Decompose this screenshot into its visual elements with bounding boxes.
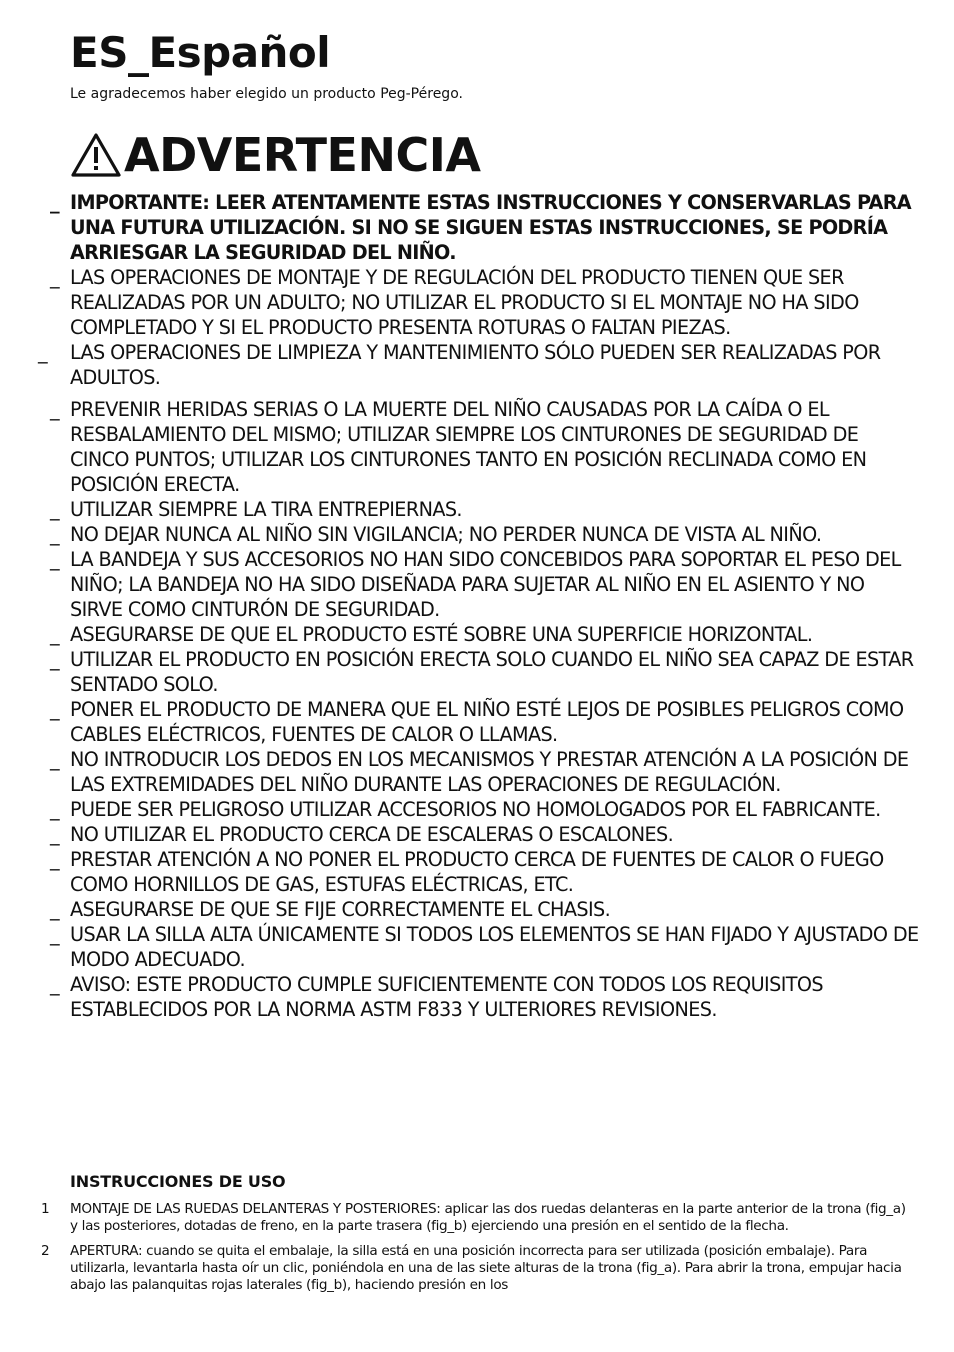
instruction-step bbox=[0, 1201, 954, 1235]
warning-item: _ LAS OPERACIONES DE LIMPIEZA Y MANTENIMIENTO SÓLO PUEDEN SER REALIZADAS POR ADULTOS. bbox=[38, 341, 881, 389]
instructions-heading: INSTRUCCIONES DE USO bbox=[70, 1172, 286, 1191]
bullet-dash: _ bbox=[50, 191, 59, 214]
warning-item: _ LA BANDEJA Y SUS ACCESORIOS NO HAN SIDO CONCEBIDOS PARA SOPORTAR EL PESO DEL NIÑO; LA BANDEJA NO HA SIDO DISEÑADA PARA SUJETAR AL NIÑO EN EL ASIENTO Y NO SIRVE COMO CINTURÓN DE SEGURIDAD. bbox=[50, 548, 901, 621]
warning-title: ADVERTENCIA bbox=[124, 128, 481, 182]
bullet-dash: _ bbox=[50, 923, 59, 946]
step-text: APERTURA: cuando se quita el embalaje, la silla está en una posición incorrecta para ser utilizada (posición embalaje). Para utilizarla, levantarla hasta oír un clic, poniéndola en una de las siete alturas de la trona (fig_a). Para abrir la trona, empujar hacia abajo las palanquitas rojas laterales (fig_b), haciendo presión en los bbox=[70, 1243, 902, 1293]
warning-item: _ UTILIZAR SIEMPRE LA TIRA ENTREPIERNAS. bbox=[50, 498, 462, 521]
bullet-dash: _ bbox=[50, 973, 59, 996]
warning-item: _ NO INTRODUCIR LOS DEDOS EN LOS MECANISMOS Y PRESTAR ATENCIÓN A LA POSICIÓN DE LAS EXTREMIDADES DEL NIÑO DURANTE LAS OPERACIONES DE REGULACIÓN. bbox=[50, 748, 909, 796]
bullet-dash: _ bbox=[50, 398, 59, 421]
warning-item: _ PUEDE SER PELIGROSO UTILIZAR ACCESORIOS NO HOMOLOGADOS POR EL FABRICANTE. bbox=[50, 798, 881, 821]
warning-item: _ NO DEJAR NUNCA AL NIÑO SIN VIGILANCIA; NO PERDER NUNCA DE VISTA AL NIÑO. bbox=[50, 523, 822, 546]
warning-item: _ USAR LA SILLA ALTA ÚNICAMENTE SI TODOS LOS ELEMENTOS SE HAN FIJADO Y AJUSTADO DE MODO ADECUADO. bbox=[50, 923, 919, 971]
bullet-dash: _ bbox=[50, 623, 59, 646]
step-number: 2 bbox=[41, 1243, 50, 1259]
bullet-dash: _ bbox=[50, 823, 59, 846]
instruction-step bbox=[0, 1243, 954, 1294]
warning-item: _ PONER EL PRODUCTO DE MANERA QUE EL NIÑO ESTÉ LEJOS DE POSIBLES PELIGROS COMO CABLES ELÉCTRICOS, FUENTES DE CALOR O LLAMAS. bbox=[50, 698, 904, 746]
instruction-steps bbox=[0, 1201, 954, 1302]
step-text: MONTAJE DE LAS RUEDAS DELANTERAS Y POSTERIORES: aplicar las dos ruedas delanteras en la parte anterior de la trona (fig_a) y las posteriores, dotadas de freno, en la parte trasera (fig_b) ejerciendo una presión en el sentido de la flecha. bbox=[70, 1201, 906, 1234]
bullet-dash: _ bbox=[50, 266, 59, 289]
warning-item: _ IMPORTANTE: LEER ATENTAMENTE ESTAS INSTRUCCIONES Y CONSERVARLAS PARA UNA FUTURA UTILIZACIÓN. SI NO SE SIGUEN ESTAS INSTRUCCIONES, SE PODRÍA ARRIESGAR LA SEGURIDAD DEL NIÑO. bbox=[50, 191, 911, 264]
warning-item: _ AVISO: ESTE PRODUCTO CUMPLE SUFICIENTEMENTE CON TODOS LOS REQUISITOS ESTABLECIDOS POR LA NORMA ASTM F833 Y ULTERIORES REVISIONES. bbox=[50, 973, 823, 1021]
warning-item: _ UTILIZAR EL PRODUCTO EN POSICIÓN ERECTA SOLO CUANDO EL NIÑO SEA CAPAZ DE ESTAR SENTADO SOLO. bbox=[50, 648, 914, 696]
warning-item: _ PRESTAR ATENCIÓN A NO PONER EL PRODUCTO CERCA DE FUENTES DE CALOR O FUEGO COMO HORNILLOS DE GAS, ESTUFAS ELÉCTRICAS, ETC. bbox=[50, 848, 884, 896]
warning-triangle-icon bbox=[70, 132, 122, 178]
bullet-dash: _ bbox=[50, 548, 59, 571]
warning-list bbox=[0, 190, 954, 1022]
bullet-dash: _ bbox=[38, 341, 47, 364]
warning-item: _ ASEGURARSE DE QUE SE FIJE CORRECTAMENTE EL CHASIS. bbox=[50, 898, 611, 921]
bullet-dash: _ bbox=[50, 898, 59, 921]
bullet-dash: _ bbox=[50, 848, 59, 871]
bullet-dash: _ bbox=[50, 798, 59, 821]
language-title: ES_Español bbox=[70, 28, 331, 77]
warning-heading bbox=[70, 128, 481, 182]
bullet-dash: _ bbox=[50, 748, 59, 771]
warning-item: _ LAS OPERACIONES DE MONTAJE Y DE REGULACIÓN DEL PRODUCTO TIENEN QUE SER REALIZADAS POR UN ADULTO; NO UTILIZAR EL PRODUCTO SI EL MONTAJE NO HA SIDO COMPLETADO Y SI EL PRODUCTO PRESENTA ROTURAS O FALTAN PIEZAS. bbox=[50, 266, 859, 339]
warning-item: _ NO UTILIZAR EL PRODUCTO CERCA DE ESCALERAS O ESCALONES. bbox=[50, 823, 674, 846]
bullet-dash: _ bbox=[50, 523, 59, 546]
warning-item: _ PREVENIR HERIDAS SERIAS O LA MUERTE DEL NIÑO CAUSADAS POR LA CAÍDA O EL RESBALAMIENTO DEL MISMO; UTILIZAR SIEMPRE LOS CINTURONES DE SEGURIDAD DE CINCO PUNTOS; UTILIZAR LOS CINTURONES TANTO EN POSICIÓN RECLINADA COMO EN POSICIÓN ERECTA. bbox=[50, 398, 867, 496]
bullet-dash: _ bbox=[50, 698, 59, 721]
thanks-text: Le agradecemos haber elegido un producto Peg-Pérego. bbox=[70, 86, 463, 102]
warning-item: _ ASEGURARSE DE QUE EL PRODUCTO ESTÉ SOBRE UNA SUPERFICIE HORIZONTAL. bbox=[50, 623, 813, 646]
bullet-dash: _ bbox=[50, 648, 59, 671]
step-number: 1 bbox=[41, 1201, 50, 1217]
bullet-dash: _ bbox=[50, 498, 59, 521]
